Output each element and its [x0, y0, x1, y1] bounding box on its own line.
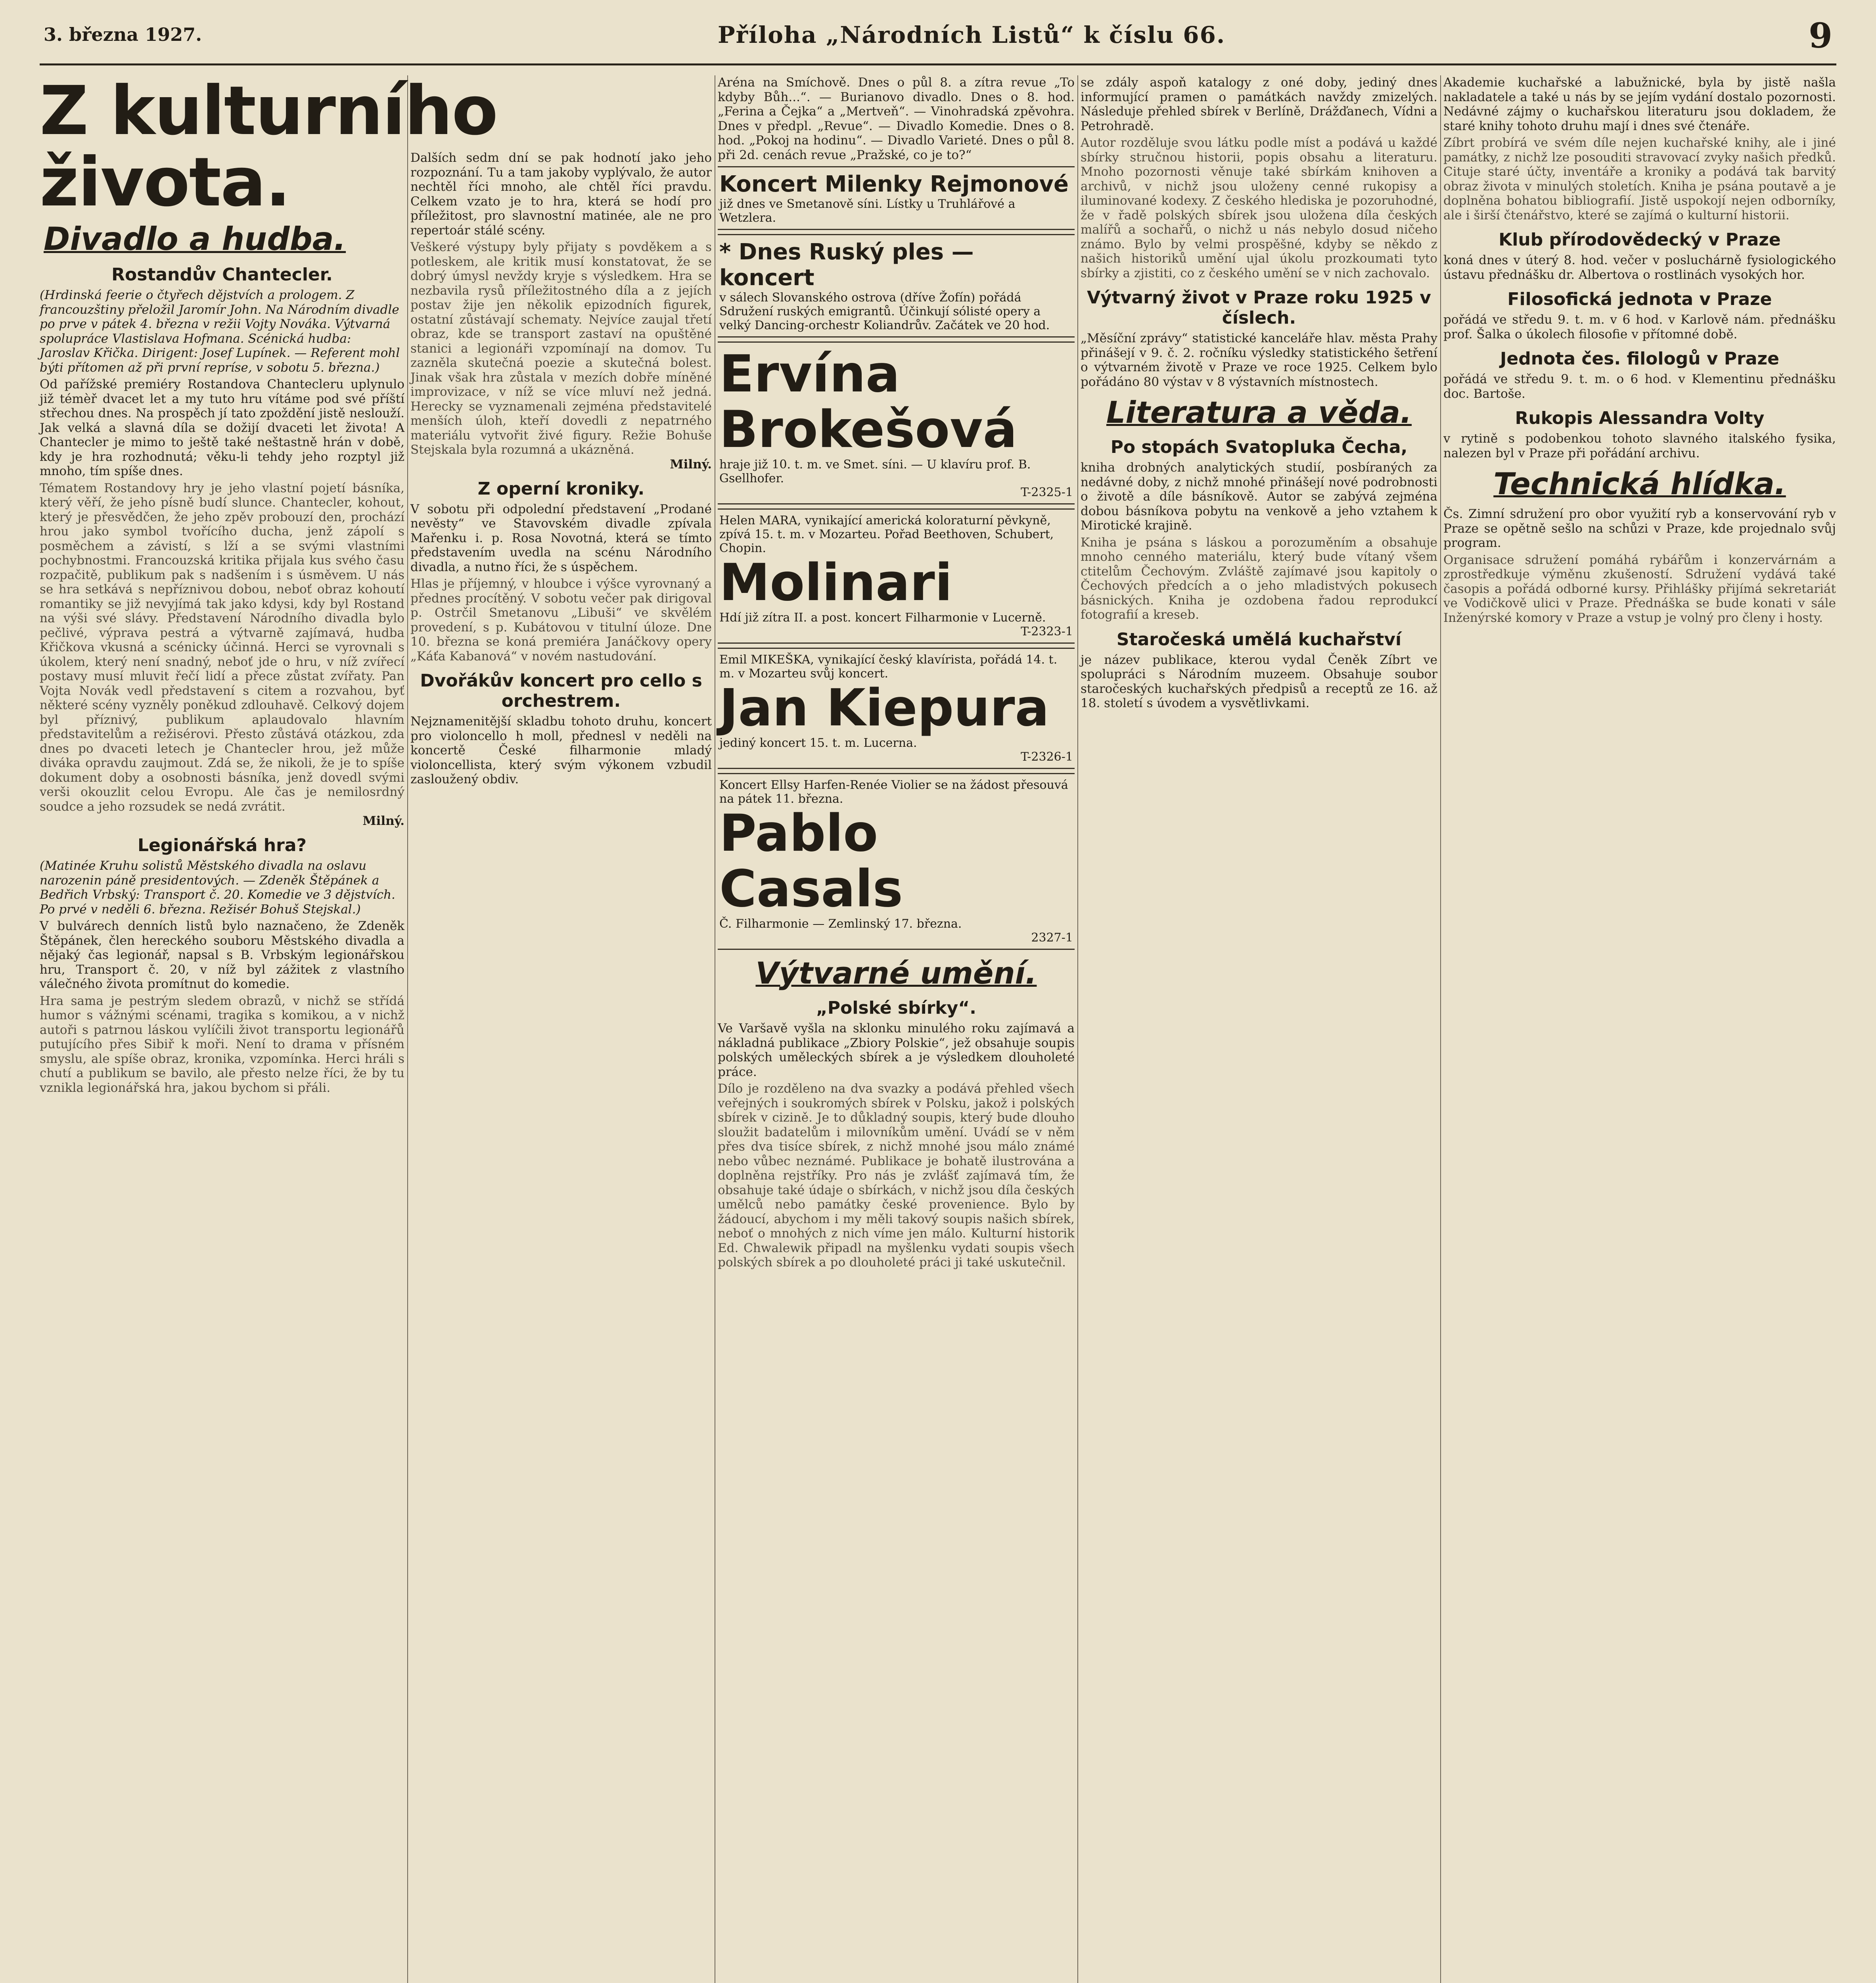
article-headline: „Polské sbírky“. [816, 998, 976, 1018]
section-title: Z kulturního života. [40, 72, 498, 222]
ad-text: hraje již 10. t. m. ve Smet. síni. — U klavíru prof. B. Gsellhofer. [719, 458, 1031, 485]
article-headline: Filosofická jednota v Praze [1507, 289, 1772, 309]
article-body: Hra sama je pestrým sledem obrazů, v nichž se střídá humor s vážnými scénami, tragika s komikou, a v nichž autoři s patrnou láskou vylíčili život transportu legionářů putujícího přes Sibiř k moři. Není to drama v přísném smyslu, ale spíše obraz, kronika, vzpomínka. Herci hráli s chutí a publikum se bavilo, ale přesto nelze říci, že by tu vznikla legionářská hra, jakou bychom si přáli. [40, 993, 404, 1095]
article-paragraph: „Měsíční zprávy“ statistické kanceláře hlav. města Prahy přinášejí v 9. č. 2. ročníku výsledky statistického šetření o výtvarném životě v Praze ve roce 1925. Celkem bylo pořádáno 80 výstav v 8 výstavních místnostech. [1081, 331, 1437, 389]
concert-ad [718, 341, 1075, 504]
article-headline: Z operní kroniky. [477, 478, 645, 499]
supplement-title: Příloha „Národních Listů“ k číslu 66. [718, 21, 1226, 48]
article-intro: (Matinée Kruhu solistů Městského divadla na oslavu narozenin páně presidentových. — Zdeněk Štěpánek a Bedřich Vrbský: Transport č. 20. Komedie ve 3 dějstvích. Po prvé v neděli 6. března. Režisér Bohuš Stejskal.) [40, 859, 395, 917]
concert-ad [718, 234, 1075, 338]
article-paragraph: Nejznamenitější skladbu tohoto druhu, koncert pro violoncello h moll, přednesl v neděli na koncertě České filharmonie mladý violoncellista, který svým výkonem vzbudil zasloužený obdiv. [410, 714, 712, 786]
ad-note: Koncert Ellsy Harfen-Renée Violier se na žádost přesouvá na pátek 11. března. [719, 778, 1068, 806]
section-kicker: Divadlo a hudba. [44, 221, 346, 257]
article-body: Zíbrt probírá ve svém díle nejen kuchařské knihy, ale i jiné památky, z nichž lze posouditi stravovací zvyky našich předků. Cituje staré účty, inventáře a kroniky a podává tak barvitý obraz života v minulých stoletích. Kniha je psána poutavě a je doplněna bohatou bibliografií. Jistě uspokojí nejen odborníky, ale i širší čtenářstvo, které se zajímá o kulturní historii. [1443, 136, 1836, 222]
article-headline: Legionářská hra? [137, 835, 307, 855]
ad-title: Pablo Casals [719, 804, 903, 919]
column-5 [1443, 75, 1836, 1983]
ad-text: již dnes ve Smetanově síni. Lístky u Truhlářové a Wetzlera. [719, 197, 1016, 225]
theatre-listings: Aréna na Smíchově. Dnes o půl 8. a zítra revue „To kdyby Bůh...“. — Burianovo divadlo. Dnes o 8. hod. „Ferina a Čejka“ a „Mertveň“. — Vinohradská zpěvohra. Dnes v předpl. „Revue“. — Divadlo Komedie. Dnes o 8. hod. „Pokoj na hodinu“. — Divadlo Varieté. Dnes o půl 8. při 2d. cenách revue „Pražské, co je to?“ [718, 75, 1075, 162]
article-headline: Rostandův Chantecler. [111, 265, 333, 285]
ad-title: Molinari [719, 553, 952, 612]
article-signature: Milný. [362, 814, 404, 828]
concert-ad [718, 508, 1075, 644]
article-headline: Staročeská umělá kuchařství [1116, 629, 1402, 650]
article-headline: Jednota čes. filologů v Praze [1500, 349, 1779, 369]
page-header [44, 16, 1832, 63]
issue-date: 3. března 1927. [44, 24, 202, 45]
article-paragraph: Čs. Zimní sdružení pro obor využití ryb a konservování ryb v Praze se opětně sešlo na schůzi v Praze, kde projednalo svůj program. [1443, 507, 1836, 550]
article-body: Hlas je příjemný, v hloubce i výšce vyrovnaný a přednes procítěný. V sobotu večer pak dirigoval p. Ostrčil Smetanovu „Libuši“ ve skvělém provedení, s p. Kubátovou v titulní úloze. Dne 10. března se koná premiéra Janáčkovy opery „Káťa Kabanová“ v novém nastudování. [410, 577, 712, 664]
article-body: Tématem Rostandovy hry je jeho vlastní pojetí básníka, který věří, že jeho písně budí slunce. Chantecler, kohout, který je přesvědčen, že jeho zpěv probouzí den, prochází hrou jako symbol tvořícího ducha, jenž zápolí s posměchem a závistí, s lží a se svými vlastními pochybnostmi. Francouzská kritika přijala kus svého času rozpačitě, publikum pak s nadšením i s úsměvem. U nás se hra setkává s nepříznivou dobou, neboť obraz kohoutí romantiky se již nevyjímá tak jako kdysi, kdy byl Rostand na výši své slávy. Představení Národního divadla bylo pečlivé, výprava pestrá a výtvarně zajímavá, hudba Křičkova vkusná a scénicky účinná. Herci se vyrovnali s úkolem, který není snadný, neboť jde o hru, v níž zvířecí postavy musí mluvit řečí lidí a přece zůstat zvířaty. Pan Vojta Novák vedl představení s citem a rozvahou, byť některé scény vyzněly poněkud zdlouhavě. Celkový dojem byl příznivý, publikum aplaudovalo hlavním představitelům a režisérovi. Přesto zůstává otázkou, zda dnes po dvaceti letech je Chantecler hrou, jež může diváka opravdu zaujmout. Zdá se, že nikoli, že je to spíše dokument doby a osobnosti básníka, jenž dovedl svými verši okouzlit celou Evropu. Ale čas je nemilosrdný soudce a jeho rozsudek se nedá zvrátit. [40, 481, 404, 814]
column-2 [410, 151, 712, 1983]
section-kicker: Výtvarné umění. [755, 955, 1037, 991]
article-paragraph: V bulvárech denních listů bylo naznačeno, že Zdeněk Štěpánek, člen hereckého souboru Městského divadla a nějaký čas legionář, napsal s B. Vrbským legionářskou hru, Transport č. 20, v níž byl zážitek z vlastního válečného života promítnut do komedie. [40, 919, 404, 991]
ad-note: Emil MIKEŠKA, vynikající český klavírista, pořádá 14. t. m. v Mozarteu svůj koncert. [719, 653, 1058, 681]
article-body: Kniha je psána s láskou a porozuměním a obsahuje mnoho cenného materiálu, který bude vítaný všem ctitelům Čechovým. Zvláště zajímavé jsou kapitoly o Čechových předcích a o jeho mladistvých pokusech básnických. Kniha je ozdobena řadou reprodukcí fotografií a kreseb. [1081, 535, 1437, 622]
ad-text: Hdí již zítra II. a post. koncert Filharmonie v Lucerně. [719, 611, 1046, 625]
concert-ad [718, 166, 1075, 230]
article-paragraph: v rytině s podobenkou tohoto slavného italského fysika, nalezen byl v Praze při pořádání archivu. [1443, 432, 1836, 460]
ad-code: T-2323-1 [1021, 625, 1073, 639]
article-paragraph: koná dnes v úterý 8. hod. večer v posluchárně fysiologického ústavu přednášku dr. Albertova o rostlinách vysokých hor. [1443, 253, 1836, 282]
concert-ad [718, 648, 1075, 769]
ad-title: Ervína Brokešová [719, 345, 1018, 459]
ad-code: T-2326-1 [1021, 750, 1073, 764]
ad-text: jediný koncert 15. t. m. Lucerna. [719, 736, 917, 750]
article-body: Dílo je rozděleno na dva svazky a podává přehled všech veřejných i soukromých sbírek v Polsku, jakož i polských sbírek v cizině. Je to důkladný soupis, který bude dlouho sloužit badatelům i milovníkům umění. Uvádí se v něm přes dva tisíce sbírek, z nichž mnohé jsou málo známé nebo vůbec neznámé. Publikace je bohatě ilustrována a doplněna rejstříky. Pro nás je zvlášť zajímavá tím, že obsahuje také údaje o sbírkách, v nichž jsou díla českých umělců nebo památky české provenience. Bylo by žádoucí, abychom i my měli takový soupis našich sbírek, neboť o mnohých z nich víme jen málo. Kulturní historik Ed. Chwalewik připadl na myšlenku vydati soupis všech polských sbírek a po dlouholeté práci ji také uskutečnil. [718, 1082, 1075, 1270]
column-4 [1081, 75, 1437, 1983]
article-paragraph: pořádá ve středu 9. t. m. o 6 hod. v Klementinu přednášku doc. Bartoše. [1443, 372, 1836, 401]
ad-text: v sálech Slovanského ostrova (dříve Žofín) pořádá Sdružení ruských emigrantů. Účinkují sólisté opery a velký Dancing-orchestr Koliandrův. Začátek ve 20 hod. [719, 291, 1050, 332]
article-paragraph: Ve Varšavě vyšla na sklonku minulého roku zajímavá a nákladná publikace „Zbiory Polskie“, jež obsahuje soupis polských uměleckých sbírek a je výsledkem dlouholeté práce. [718, 1021, 1075, 1079]
column-3 [718, 75, 1075, 1983]
article-signature: Milný. [670, 457, 712, 472]
ad-code: 2327-1 [1031, 931, 1073, 945]
ad-code: T-2325-1 [1021, 485, 1073, 499]
article-paragraph: pořádá ve středu 9. t. m. v 6 hod. v Karlově nám. přednášku prof. Šalka o úkolech filosofie v přítomné době. [1443, 313, 1836, 341]
column-1 [40, 72, 498, 1983]
ad-title: * Dnes Ruský ples — koncert [719, 239, 974, 291]
article-body: Autor rozděluje svou látku podle míst a podává u každé sbírky stručnou historii, popis obsahu a literaturu. Mnoho pozornosti věnuje také sbírkám knihoven a archivů, v nichž jsou uloženy cenné rukopisy a iluminované kodexy. Z českého hlediska je pozoruhodné, že v řadě polských sbírek jsou uložena díla českých malířů a sochařů, o nichž u nás nebylo dosud ničeho známo. Bylo by velmi prospěšné, kdyby se někdo z našich historiků umění ujal úkolu prozkoumati tyto sbírky a zjistiti, co z českého umění se v nich zachovalo. [1081, 136, 1437, 280]
article-paragraph: Od pařížské premiéry Rostandova Chantecleru uplynulo již témèř dvacet let a my tuto hru vítáme pod své příští střechou dnes. Na prospěch jí tato zpoždění jistě neslouží. Jak velká a slavná díla se dožijí dvaceti let života! A Chantecler je mimo to ještě také neštastně hrán v době, kdy je hra rozhodnutá; věku-li tehdy jeho rozptyl již mnoho, tím spíše dnes. [40, 377, 404, 478]
article-headline: Rukopis Alessandra Volty [1515, 408, 1765, 428]
ad-note: Helen MARA, vynikající americká koloraturní pěvkyně, zpívá 15. t. m. v Mozarteu. Pořad Beethoven, Schubert, Chopin. [719, 514, 1054, 555]
column-divider [1077, 75, 1078, 1983]
section-kicker: Technická hlídka. [1493, 466, 1786, 501]
article-intro: (Hrdinská feerie o čtyřech dějstvích a prologem. Z francouzštiny přeložil Jaromír John. Na Národním divadle po prve v pátek 4. března v režii Vojty Nováka. Výtvarná spolupráce Vlastislava Hofmana. Scénická hudba: Jaroslav Křička. Dirigent: Josef Lupínek. — Referent mohl býti přítomen až při první repríse, v sobotu 5. března.) [40, 288, 400, 375]
ad-title: Jan Kiepura [719, 679, 1049, 738]
article-body: Organisace sdružení pomáhá rybářům i konzervárnám a zprostředkuje výměnu zkušeností. Sdružení vydává také časopis a pořádá odborné kursy. Přihlášky přijímá sekretariát ve Vodičkově ulici v Praze. Přednáška se bude konati v sále Inženýrské komory v Praze a vstup je volný pro členy i hosty. [1443, 552, 1836, 625]
article-paragraph: V sobotu při odpolední představení „Prodané nevěsty“ ve Stavovském divadle zpívala Mařenku i. p. Rosa Novotná, která se tímto představením uvedla na scénu Národního divadla, a nutno říci, že s úspěchem. [410, 502, 712, 574]
article-paragraph: je název publikace, kterou vydal Čeněk Zíbrt ve spolupráci s Národním muzeem. Obsahuje soubor staročeských kuchařských předpisů a receptů ze 16. až 18. století s úvodem a vysvětlivkami. [1081, 652, 1437, 710]
header-rule [40, 63, 1836, 65]
page-number: 9 [1809, 16, 1832, 56]
article-headline: Výtvarný život v Praze roku 1925 v číslech. [1087, 288, 1431, 328]
article-headline: Po stopách Svatopluka Čecha, [1110, 437, 1408, 457]
article-paragraph: kniha drobných analytických studií, posbíraných za nedávné doby, z nichž mnohé přinášejí nové podrobnosti o životě a díle básníkově. Autor se zabývá zejména dobou básníkova pobytu na venkově a jeho vztahem k Mirotické krajině. [1081, 460, 1437, 533]
section-kicker: Literatura a věda. [1106, 395, 1412, 430]
column-divider [1440, 75, 1441, 1983]
article-paragraph: Akademie kuchařské a labužnické, byla by jistě našla nakladatele a také u nás by se jejím vydání dostalo pozornosti. Nedávné zájmy o kuchařskou literaturu jsou dokladem, že staré knihy tohoto druhu mají i dnes své čtenáře. [1443, 75, 1836, 133]
article-paragraph: Dalších sedm dní se pak hodnotí jako jeho rozpoznání. Tu a tam jakoby vyplývalo, že autor nechtěl říci mnoho, ale chtěl říci pravdu. Celkem vzato je to hra, která se hodí pro příležitost, pro slavnostní matinée, ale ne pro repertoár stálé scény. [410, 151, 712, 238]
article-paragraph: se zdály aspoň katalogy z oné doby, jediný dnes informující pramen o památkách navždy zmizelých. Následuje přehled sbírek v Berlíně, Drážďanech, Vídni a Petrohradě. [1081, 75, 1437, 133]
column-divider [407, 75, 408, 1983]
ad-title: Koncert Milenky Rejmonové [719, 171, 1069, 197]
concert-ad [718, 773, 1075, 950]
article-headline: Klub přírodovědecký v Praze [1499, 230, 1781, 250]
article-body: Veškeré výstupy byly přijaty s povděkem a s potleskem, ale kritik musí konstatovat, že se dobrý úmysl nevždy kryje s výsledkem. Hra se nezbavila rysů příležitostného díla a z jejích postav žije jen několik epizodních figurek, ostatní zůstávají schematy. Nejvíce zaujal třetí obraz, kde se transport zastaví na opuštěné stanici a legionáři vzpomínají na domov. Tu zazněla skutečná poezie a skutečná bolest. Jinak však hra zůstala v mezích dobře míněné improvizace, v níž se více mluví než jedná. Herecky se vyznamenali zejména představitelé menších úloh, kteří dovedli z nepatrného materiálu vytvořit živé figury. Režie Bohuše Stejskala byla rozumná a ukázněná. [410, 240, 712, 457]
article-headline: Dvořákův koncert pro cello s orchestrem. [420, 671, 702, 711]
ad-text: Č. Filharmonie — Zemlinský 17. března. [719, 917, 962, 931]
